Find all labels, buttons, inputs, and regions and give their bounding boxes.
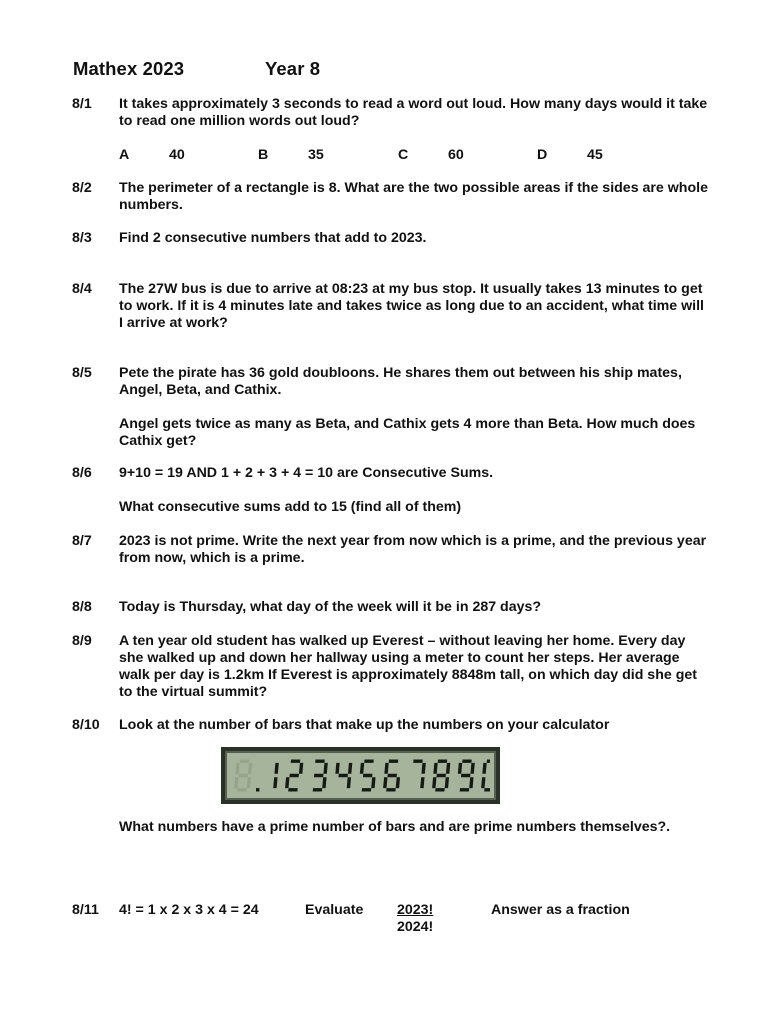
- lcd-ghost-digit: [234, 760, 252, 792]
- question-text-continued: Angel gets twice as many as Beta, and Cathix gets 4 more than Beta. How much does Cathix get?: [119, 416, 696, 449]
- lcd-segment: [435, 788, 444, 791]
- question-text: It takes approximately 3 seconds to read a word out loud. How many days would it take to read one million words out loud?: [119, 96, 708, 129]
- lcd-segment: [364, 760, 373, 763]
- lcd-segment: [413, 760, 422, 763]
- option-value: 40: [169, 147, 185, 163]
- question-text: 2023 is not prime. Write the next year from now which is a prime, and the previous year from now, which is a prime.: [119, 533, 707, 566]
- answer-options: [119, 147, 709, 164]
- lcd-segment: [420, 777, 424, 788]
- lcd-segment: [323, 763, 327, 774]
- question-text: The perimeter of a rectangle is 8. What are the two possible areas if the sides are whole numbers.: [119, 180, 708, 213]
- option-value: 35: [308, 147, 324, 163]
- lcd-segment: [360, 763, 364, 774]
- lcd-segment: [469, 777, 473, 788]
- option-letter: C: [398, 147, 409, 163]
- lcd-segment: [248, 763, 252, 774]
- question-text: The 27W bus is due to arrive at 08:23 at my bus stop. It usually takes 13 minutes to get to work. If it is 4 minutes late and takes twice as long due to an accident, what time will I arrive at work?: [119, 281, 704, 331]
- lcd-segment: [445, 777, 449, 788]
- lcd-segment: [288, 788, 297, 791]
- question-number: 8/9: [72, 633, 92, 649]
- lcd-segment: [347, 777, 351, 788]
- question-number: 8/1: [72, 96, 92, 112]
- lcd-segment: [274, 763, 278, 774]
- lcd-segment: [363, 774, 372, 777]
- option-letter: A: [119, 147, 130, 163]
- lcd-segment: [313, 788, 322, 791]
- lcd-segment: [285, 777, 289, 788]
- lcd-segment: [273, 777, 277, 788]
- lcd-digit-2: [285, 760, 303, 792]
- lcd-segment: [314, 774, 323, 777]
- lcd-segment: [482, 763, 486, 774]
- option-letter: B: [258, 147, 269, 163]
- seven-segment-digits: [231, 755, 490, 796]
- calculator-display-image: [221, 747, 500, 804]
- question-text-continued: What numbers have a prime number of bars and are prime numbers themselves?.: [119, 819, 671, 835]
- question-text: A ten year old student has walked up Everest – without leaving her home. Every day she walked up and down her hallway using a meter to count her steps. Her average walk per day is 1.2km If Everest is approximately 8848m tall, on which day did she get to the virtual summit?: [119, 633, 697, 700]
- lcd-decimal-point: [256, 788, 259, 791]
- question-number: 8/4: [72, 281, 92, 297]
- lcd-digit-4: [335, 763, 352, 788]
- lcd-segment: [438, 760, 447, 763]
- lcd-segment: [421, 763, 425, 774]
- lcd-digit-1: [273, 763, 279, 788]
- lcd-segment: [462, 760, 471, 763]
- question-text: Look at the number of bars that make up the numbers on your calculator: [119, 717, 610, 733]
- lcd-digit-9: [458, 760, 475, 792]
- year-label: Year 8: [265, 58, 321, 79]
- lcd-digit-0: [481, 760, 490, 792]
- question-text: Find 2 consecutive numbers that add to 2023.: [119, 230, 427, 246]
- question-number: 8/2: [72, 180, 92, 196]
- lcd-digit-7: [413, 760, 426, 789]
- lcd-segment: [481, 777, 485, 788]
- lcd-segment: [240, 760, 249, 763]
- lcd-segment: [470, 763, 474, 774]
- question-text: Pete the pirate has 36 gold doubloons. He shares them out between his ship mates, Angel, Beta, and Cathix.: [119, 365, 682, 398]
- question-number: 8/5: [72, 365, 92, 381]
- question-number: 8/10: [72, 717, 100, 733]
- lcd-segment: [460, 788, 469, 791]
- lcd-segment: [289, 774, 298, 777]
- lcd-digit-8: [432, 760, 450, 792]
- fraction-numerator: 2023!: [397, 902, 434, 918]
- lcd-segment: [386, 788, 395, 791]
- lcd-segment: [432, 777, 436, 788]
- question-number: 8/6: [72, 465, 92, 481]
- lcd-segment: [299, 763, 303, 774]
- lcd-segment: [484, 788, 490, 791]
- lcd-segment: [487, 760, 490, 763]
- lcd-segment: [396, 777, 400, 788]
- lcd-segment: [234, 777, 238, 788]
- evaluate-label: Evaluate: [305, 902, 364, 918]
- question-number: 8/7: [72, 533, 92, 549]
- lcd-segment: [322, 777, 326, 788]
- lcd-segment: [362, 788, 371, 791]
- lcd-segment: [247, 777, 251, 788]
- question-number: 8/3: [72, 230, 92, 246]
- question-number: 8/8: [72, 599, 92, 615]
- lcd-segment: [461, 774, 470, 777]
- fraction-denominator: 2024!: [397, 919, 434, 935]
- lcd-segment: [335, 763, 339, 774]
- lcd-segment: [237, 788, 246, 791]
- lcd-segment: [384, 763, 388, 774]
- lcd-segment: [446, 763, 450, 774]
- answer-note: Answer as a fraction: [491, 902, 630, 918]
- lcd-segment: [291, 760, 300, 763]
- question-text: Today is Thursday, what day of the week will it be in 287 days?: [119, 599, 542, 615]
- fraction: [397, 902, 433, 936]
- option-value: 45: [587, 147, 603, 163]
- question-text-continued: What consecutive sums add to 15 (find all of them): [119, 499, 462, 515]
- question-text: 4! = 1 x 2 x 3 x 4 = 24: [119, 902, 259, 918]
- lcd-segment: [458, 763, 462, 774]
- lcd-segment: [348, 763, 352, 774]
- lcd-segment: [436, 774, 445, 777]
- lcd-segment: [389, 760, 398, 763]
- lcd-segment: [371, 777, 375, 788]
- lcd-segment: [238, 774, 247, 777]
- page-title: Mathex 2023: [73, 58, 185, 79]
- lcd-segment: [315, 760, 324, 763]
- lcd-digit-5: [360, 760, 376, 792]
- question-number: 8/11: [72, 902, 99, 918]
- lcd-segment: [433, 763, 437, 774]
- lcd-segment: [235, 763, 239, 774]
- option-value: 60: [448, 147, 464, 163]
- lcd-segment: [338, 774, 347, 777]
- lcd-digit-6: [383, 760, 400, 792]
- question-text: 9+10 = 19 AND 1 + 2 + 3 + 4 = 10 are Consecutive Sums.: [119, 465, 494, 481]
- lcd-segment: [383, 777, 387, 788]
- lcd-segment: [387, 774, 396, 777]
- lcd-digit-3: [313, 760, 328, 792]
- option-letter: D: [537, 147, 548, 163]
